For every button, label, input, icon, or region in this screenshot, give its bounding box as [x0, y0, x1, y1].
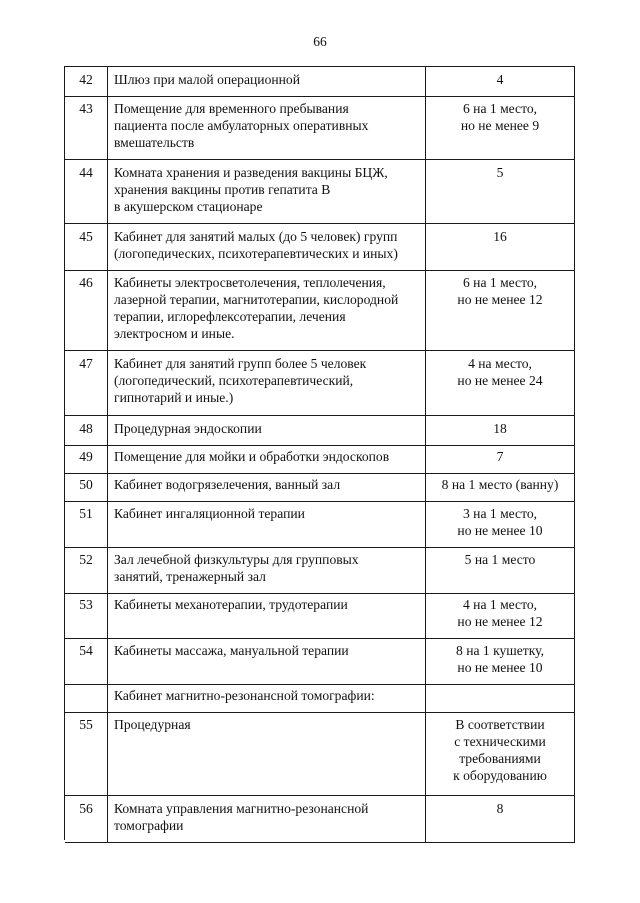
table-row [65, 501, 575, 547]
row-number-cell: 51 [65, 501, 108, 548]
table-row [65, 351, 575, 416]
room-name-cell: Кабинет магнитно-резонансной томографии: [108, 683, 426, 713]
row-number-cell [65, 683, 108, 713]
table-row [65, 416, 575, 444]
area-norm-cell: 3 на 1 место, но не менее 10 [426, 501, 575, 548]
area-norm-cell: 5 [426, 160, 575, 224]
room-name-cell: Кабинет для занятий малых (до 5 человек) групп (логопедических, психотерапевтических и иных) [108, 224, 426, 271]
norms-table [64, 66, 575, 840]
table-row [65, 638, 575, 683]
area-norm-cell: 7 [426, 444, 575, 474]
area-norm-cell: 4 на 1 место, но не менее 12 [426, 592, 575, 639]
room-name-cell: Кабинеты массажа, мануальной терапии [108, 638, 426, 685]
table-row [65, 592, 575, 638]
row-number-cell: 52 [65, 547, 108, 594]
area-norm-cell: 18 [426, 416, 575, 446]
row-number-cell: 45 [65, 224, 108, 271]
table-row [65, 683, 575, 712]
row-number-cell: 50 [65, 472, 108, 502]
table-row [65, 67, 575, 96]
page-number: 66 [313, 34, 327, 49]
area-norm-cell: 4 [426, 67, 575, 97]
table-row [65, 96, 575, 160]
area-norm-cell [426, 683, 575, 713]
room-name-cell: Кабинеты механотерапии, трудотерапии [108, 592, 426, 639]
room-name-cell: Кабинет водогрязелечения, ванный зал [108, 472, 426, 502]
table-row [65, 270, 575, 351]
area-norm-cell: 8 на 1 место (ванну) [426, 472, 575, 502]
table-row [65, 160, 575, 224]
row-number-cell: 56 [65, 796, 108, 843]
row-number-cell: 42 [65, 67, 108, 97]
table-row [65, 444, 575, 472]
row-number-cell: 46 [65, 270, 108, 351]
table-row [65, 224, 575, 270]
area-norm-cell: 6 на 1 место, но не менее 9 [426, 96, 575, 160]
room-name-cell: Шлюз при малой операционной [108, 67, 426, 97]
area-norm-cell: В соответствии с техническими требованиями к оборудованию [426, 712, 575, 796]
room-name-cell: Зал лечебной физкультуры для групповых занятий, тренажерный зал [108, 547, 426, 594]
room-name-cell: Помещение для временного пребывания пациента после амбулаторных оперативных вмешательств [108, 96, 426, 160]
table-row [65, 796, 575, 840]
table-row [65, 547, 575, 592]
room-name-cell: Кабинет для занятий групп более 5 человек (логопедический, психотерапевтический, гипнотарий и иные.) [108, 351, 426, 416]
area-norm-cell: 16 [426, 224, 575, 271]
room-name-cell: Комната управления магнитно-резонансной томографии [108, 796, 426, 843]
row-number-cell: 49 [65, 444, 108, 474]
area-norm-cell: 8 [426, 796, 575, 843]
row-number-cell: 47 [65, 351, 108, 416]
room-name-cell: Кабинеты электросветолечения, теплолечения, лазерной терапии, магнитотерапии, кислородной терапии, иглорефлексотерапии, лечения электросном и иные. [108, 270, 426, 351]
row-number-cell: 55 [65, 712, 108, 796]
row-number-cell: 54 [65, 638, 108, 685]
room-name-cell: Процедурная [108, 712, 426, 796]
area-norm-cell: 4 на место, но не менее 24 [426, 351, 575, 416]
row-number-cell: 48 [65, 416, 108, 446]
room-name-cell: Кабинет ингаляционной терапии [108, 501, 426, 548]
row-number-cell: 44 [65, 160, 108, 224]
area-norm-cell: 6 на 1 место, но не менее 12 [426, 270, 575, 351]
room-name-cell: Помещение для мойки и обработки эндоскопов [108, 444, 426, 474]
area-norm-cell: 8 на 1 кушетку, но не менее 10 [426, 638, 575, 685]
area-norm-cell: 5 на 1 место [426, 547, 575, 594]
table-row [65, 712, 575, 796]
room-name-cell: Комната хранения и разведения вакцины БЦЖ, хранения вакцины против гепатита В в акушерском стационаре [108, 160, 426, 224]
room-name-cell: Процедурная эндоскопии [108, 416, 426, 446]
row-number-cell: 53 [65, 592, 108, 639]
table-row [65, 472, 575, 501]
row-number-cell: 43 [65, 96, 108, 160]
